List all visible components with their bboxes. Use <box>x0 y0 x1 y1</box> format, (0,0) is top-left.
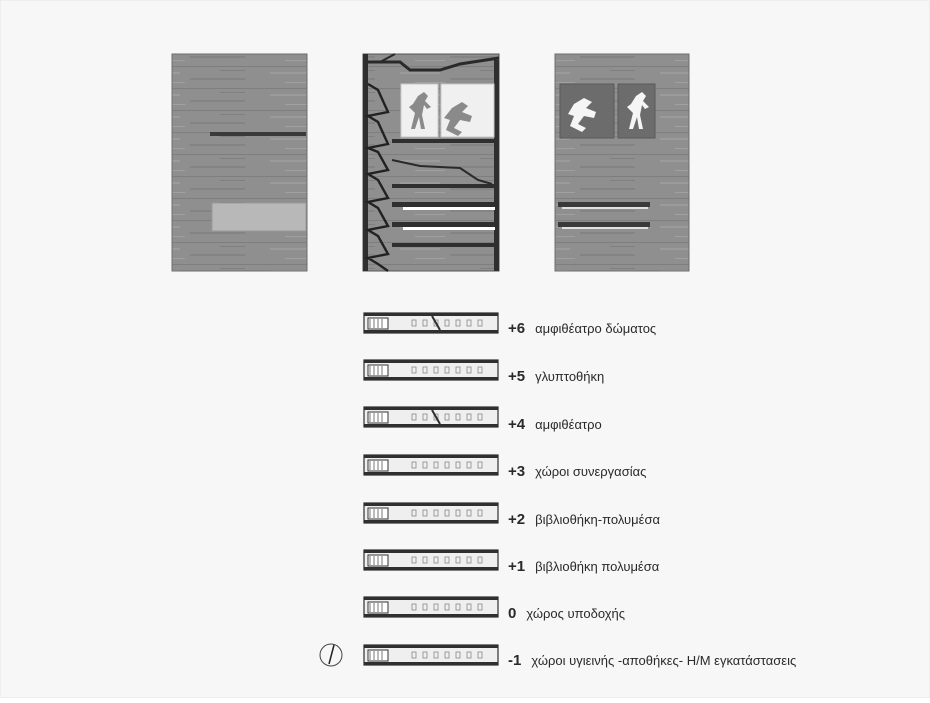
window-panel <box>212 203 306 231</box>
floor-plan-strip <box>364 313 498 333</box>
floor-plans <box>364 313 498 665</box>
section-center <box>363 54 499 271</box>
level-number: +5 <box>508 367 526 385</box>
level-description: χώρος υποδοχής <box>526 605 626 621</box>
level-label-row <box>508 509 660 529</box>
level-label-row <box>508 556 659 576</box>
level-description: αμφιθέατρο δώματος <box>535 320 657 336</box>
level-description: αμφιθέατρο <box>535 416 602 432</box>
level-number: -1 <box>508 651 522 669</box>
level-number: +3 <box>508 462 526 480</box>
floor-plan-strip <box>364 645 498 665</box>
north-arrow-icon <box>320 644 342 666</box>
level-label-row <box>508 650 796 670</box>
level-label-row <box>508 318 656 338</box>
level-number: +1 <box>508 557 526 575</box>
floor-plan-strip <box>364 407 498 427</box>
floor-plan-strip <box>364 360 498 380</box>
floor-plan-strip <box>364 455 498 475</box>
level-label-row <box>508 414 602 434</box>
slab-line <box>210 132 306 136</box>
level-label-row <box>508 603 625 623</box>
floor-plan-strip <box>364 503 498 523</box>
level-number: +2 <box>508 510 526 528</box>
level-label-row <box>508 461 646 481</box>
level-description: βιβλιοθήκη-πολυμέσα <box>535 511 660 527</box>
level-description: χώροι συνεργασίας <box>535 463 647 479</box>
level-description: γλυπτοθήκη <box>535 368 605 384</box>
level-number: +4 <box>508 415 526 433</box>
level-number: 0 <box>508 604 517 622</box>
level-description: χώροι υγιεινής -αποθήκες- Η/Μ εγκατάστασεις <box>531 652 797 668</box>
elevation-right <box>555 54 689 271</box>
elevation-left <box>172 54 307 271</box>
floor-plan-strip <box>364 550 498 570</box>
level-label-row <box>508 366 604 386</box>
floor-plan-strip <box>364 597 498 617</box>
level-number: +6 <box>508 319 526 337</box>
level-description: βιβλιοθήκη πολυμέσα <box>535 558 660 574</box>
